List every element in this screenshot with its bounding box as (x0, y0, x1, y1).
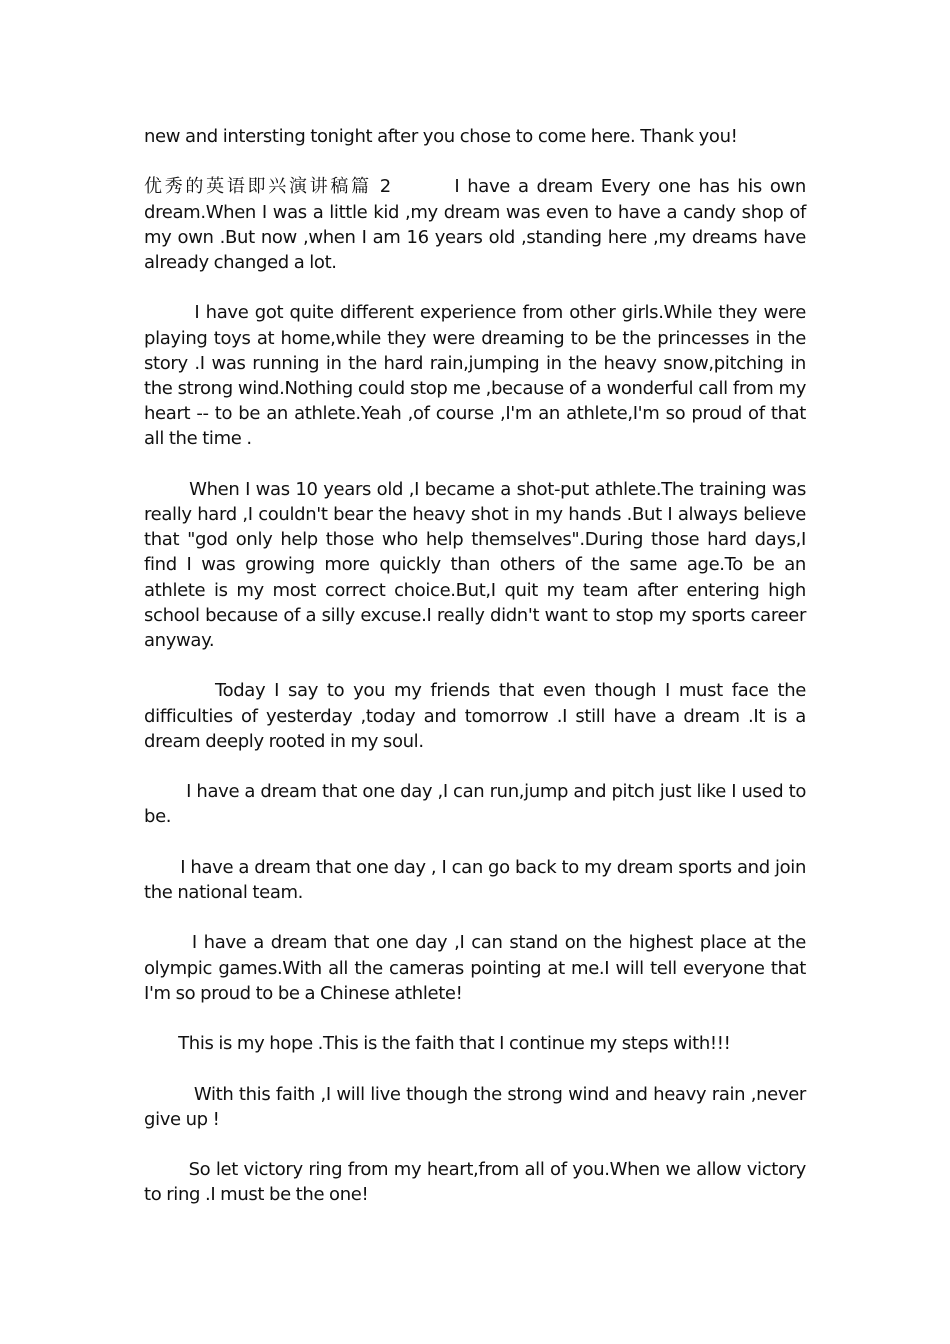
paragraph-today: Today I say to you my friends that even though I must face the difficulties of yesterday ,today and tomorrow .I still have a dream .It is a dream deeply rooted in my soul. (144, 680, 811, 752)
paragraph-closing: new and intersting tonight after you chose to come here. Thank you! (144, 126, 738, 147)
paragraph-dream-team: I have a dream that one day , I can go back to my dream sports and join the national team. (144, 856, 811, 903)
paragraph-experience: I have got quite different experience from other girls.While they were playing toys at home,while they were dreaming to be the princesses in the story .I was running in the hard rain,jumping in the heavy snow,pitching in the strong wind.Nothing could stop me ,because of a wonderful call from my heart -- to be an athlete.Yeah ,of course ,I'm an athlete,I'm so proud of that all the time . (144, 302, 811, 450)
paragraph-shot-put: When I was 10 years old ,I became a shot-put athlete.The training was really hard ,I couldn't bear the heavy shot in my hands .But I always believe that "god only help those who help themselves".During those hard days,I find I was growing more quickly than others of the same age.To be an athlete is my most correct choice.But,I quit my team after entering high school because of a silly excuse.I really didn't want to stop my sports career anyway. (144, 478, 811, 652)
paragraph-speech-intro: 优秀的英语即兴演讲稿篇 2 I have a dream Every one has his own dream.When I was a little kid ,my dream was even to have a candy shop of my own .But now ,when I am 16 years old ,standing here ,my dreams have already changed a lot. (144, 176, 811, 273)
paragraph-hope: This is my hope .This is the faith that I continue my steps with!!! (144, 1033, 731, 1055)
paragraph-victory: So let victory ring from my heart,from all of you.When we allow victory to ring .I must be the one! (144, 1159, 811, 1206)
paragraph-faith: With this faith ,I will live though the strong wind and heavy rain ,never give up ! (144, 1083, 811, 1130)
document-page (144, 124, 811, 1233)
paragraph-dream-run: I have a dream that one day ,I can run,jump and pitch just like I used to be. (144, 781, 811, 828)
paragraph-dream-olympic: I have a dream that one day ,I can stand on the highest place at the olympic games.With all the cameras pointing at me.I will tell everyone that I'm so proud to be a Chinese athlete! (144, 932, 811, 1004)
